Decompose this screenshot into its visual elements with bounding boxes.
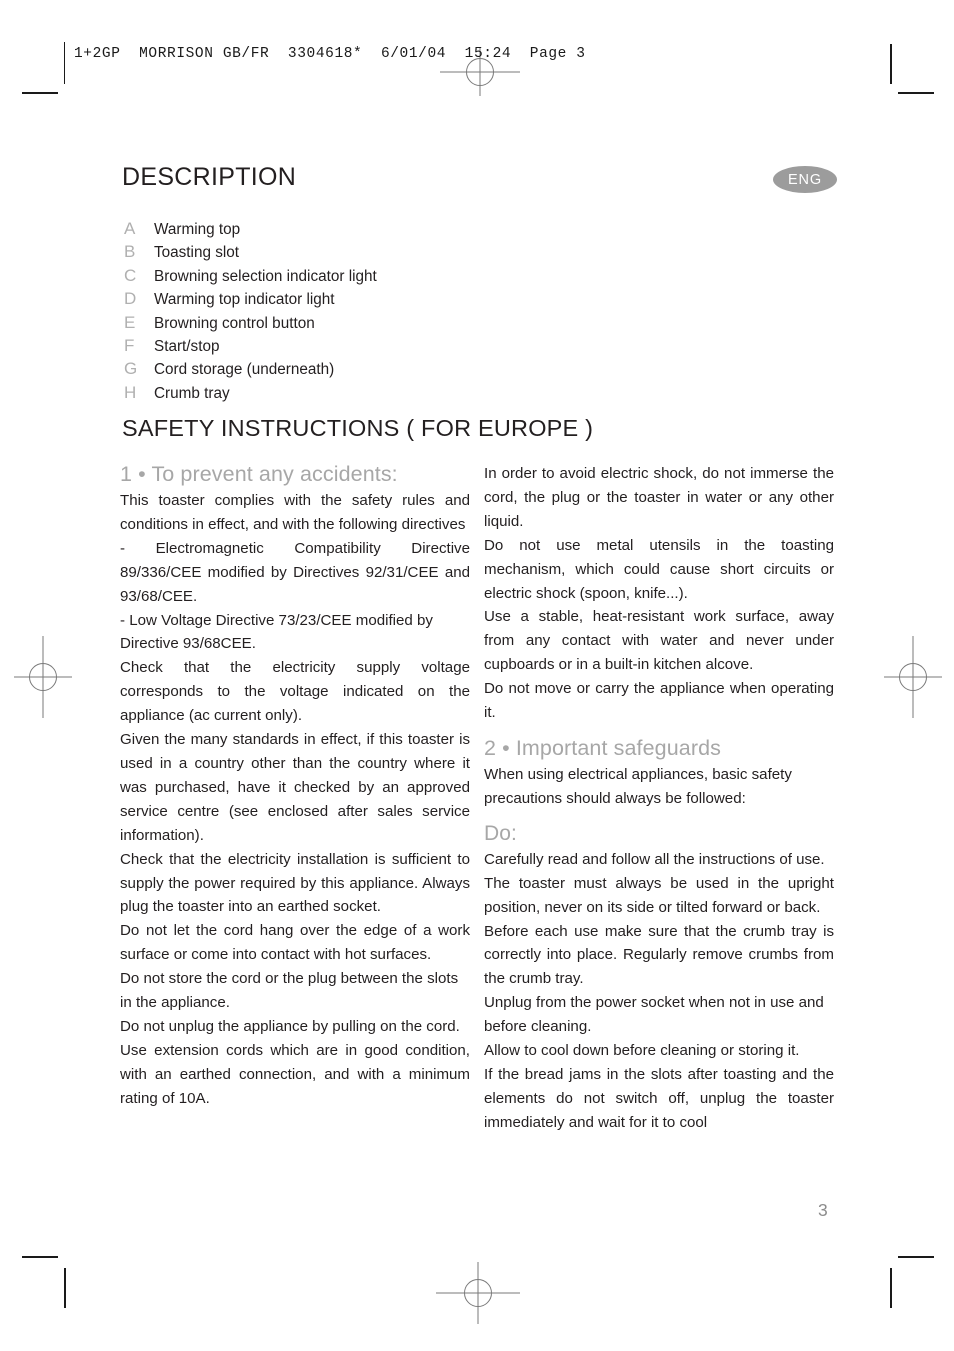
part-letter: H (124, 382, 137, 402)
safety-instructions-title: SAFETY INSTRUCTIONS ( FOR EUROPE ) (122, 415, 594, 441)
paragraph: Unplug from the power socket when not in use and before cleaning. (484, 994, 824, 1036)
part-label: Start/stop (154, 337, 220, 355)
list-item (124, 289, 644, 312)
list-item (124, 336, 644, 359)
part-label: Toasting slot (154, 244, 240, 262)
part-letter: F (124, 335, 135, 355)
paragraph: Do not let the cord hang over the edge of a work surface or come into contact with hot surfaces. (120, 922, 470, 964)
paragraph: If the bread jams in the slots after toasting and the elements do not switch off, unplug the toaster immediately and wait for it to cool (484, 1065, 834, 1131)
part-label: Browning selection indicator light (154, 267, 377, 285)
crop-mark-bottom-left-horizontal (22, 1256, 58, 1258)
list-item (124, 313, 644, 336)
parts-legend-list (124, 219, 644, 406)
part-letter: D (124, 289, 137, 309)
paragraph: Check that the electricity installation is sufficient to supply the power required by this appliance. Always plug the toaster into an earthed socket. (120, 850, 470, 916)
paragraph: Use a stable, heat-resistant work surface, away from any contact with water and never under cupboards or in a built-in kitchen alcove. (484, 608, 834, 674)
paragraph: In order to avoid electric shock, do not immerse the cord, the plug or the toaster in water or any other liquid. (484, 465, 834, 530)
list-item (124, 242, 644, 265)
list-item (124, 219, 644, 242)
part-label: Cord storage (underneath) (154, 361, 335, 379)
list-item (124, 383, 644, 406)
crop-mark-top-right-vertical (890, 44, 892, 84)
paragraph: Given the many standards in effect, if this toaster is used in a country other than the country where it was purchased, have it checked by an approved service centre (see enclosed after sales service information). (120, 731, 470, 844)
paragraph: This toaster complies with the safety rules and conditions in effect, and with the following directives (120, 492, 470, 533)
part-label: Crumb tray (154, 384, 230, 402)
subsection-heading-important-safeguards: 2 • Important safeguards (484, 735, 721, 760)
crop-mark-bottom-left-vertical (64, 1268, 66, 1308)
paragraph: Check that the electricity supply voltage corresponds to the voltage indicated on the appliance (ac current only). (120, 659, 470, 725)
paragraph: - Low Voltage Directive 73/23/CEE modified by Directive 93/68CEE. (120, 611, 433, 653)
crop-mark-bottom-right-vertical (890, 1268, 892, 1308)
paragraph: Do not store the cord or the plug between the slots in the appliance. (120, 970, 459, 1012)
paragraph: Do not unplug the appliance by pulling on the cord. (120, 1017, 460, 1035)
safety-column-right (484, 462, 834, 1135)
slug-divider-rule (64, 42, 65, 84)
part-label: Warming top indicator light (154, 291, 335, 309)
crop-mark-top-right-horizontal (898, 92, 934, 94)
list-item (124, 359, 644, 382)
paragraph: Carefully read and follow all the instructions of use. (484, 850, 825, 868)
safety-column-left (120, 462, 470, 1111)
language-badge: ENG (773, 166, 837, 193)
crop-mark-top-left-horizontal (22, 92, 58, 94)
paragraph: Use extension cords which are in good condition, with an earthed connection, and with a minimum rating of 10A. (120, 1041, 470, 1107)
print-job-slug: 1+2GP MORRISON GB/FR 3304618* 6/01/04 15:24 Page 3 (74, 46, 586, 62)
part-letter: E (124, 312, 136, 332)
crop-mark-bottom-right-horizontal (898, 1256, 934, 1258)
paragraph: Before each use make sure that the crumb tray is correctly into place. Regularly remove crumbs from the crumb tray. (484, 922, 834, 988)
page-title: DESCRIPTION (122, 163, 297, 191)
subsection-heading-do: Do: (484, 821, 517, 845)
page-content (118, 0, 838, 1351)
paragraph: Do not use metal utensils in the toasting mechanism, which could cause short circuits or electric shock (spoon, knife...). (484, 536, 834, 602)
part-letter: B (124, 242, 136, 262)
part-letter: A (124, 219, 136, 238)
part-letter: G (124, 359, 138, 379)
registration-mark-right (884, 636, 942, 718)
paragraph: - Electromagnetic Compatibility Directive 89/336/CEE modified by Directives 92/31/CEE and 93/68/CEE. (120, 539, 470, 605)
part-letter: C (124, 265, 137, 285)
part-label: Browning control button (154, 314, 315, 332)
paragraph: Allow to cool down before cleaning or storing it. (484, 1042, 800, 1060)
paragraph: When using electrical appliances, basic safety precautions should always be followed: (484, 765, 792, 807)
paragraph: Do not move or carry the appliance when operating it. (484, 680, 834, 722)
part-label: Warming top (154, 221, 241, 238)
registration-mark-left (14, 636, 72, 718)
subsection-heading-prevent-accidents: 1 • To prevent any accidents: (120, 462, 398, 486)
list-item (124, 266, 644, 289)
paragraph: The toaster must always be used in the upright position, never on its side or tilted forward or back. (484, 874, 834, 916)
page-number: 3 (818, 1200, 828, 1220)
